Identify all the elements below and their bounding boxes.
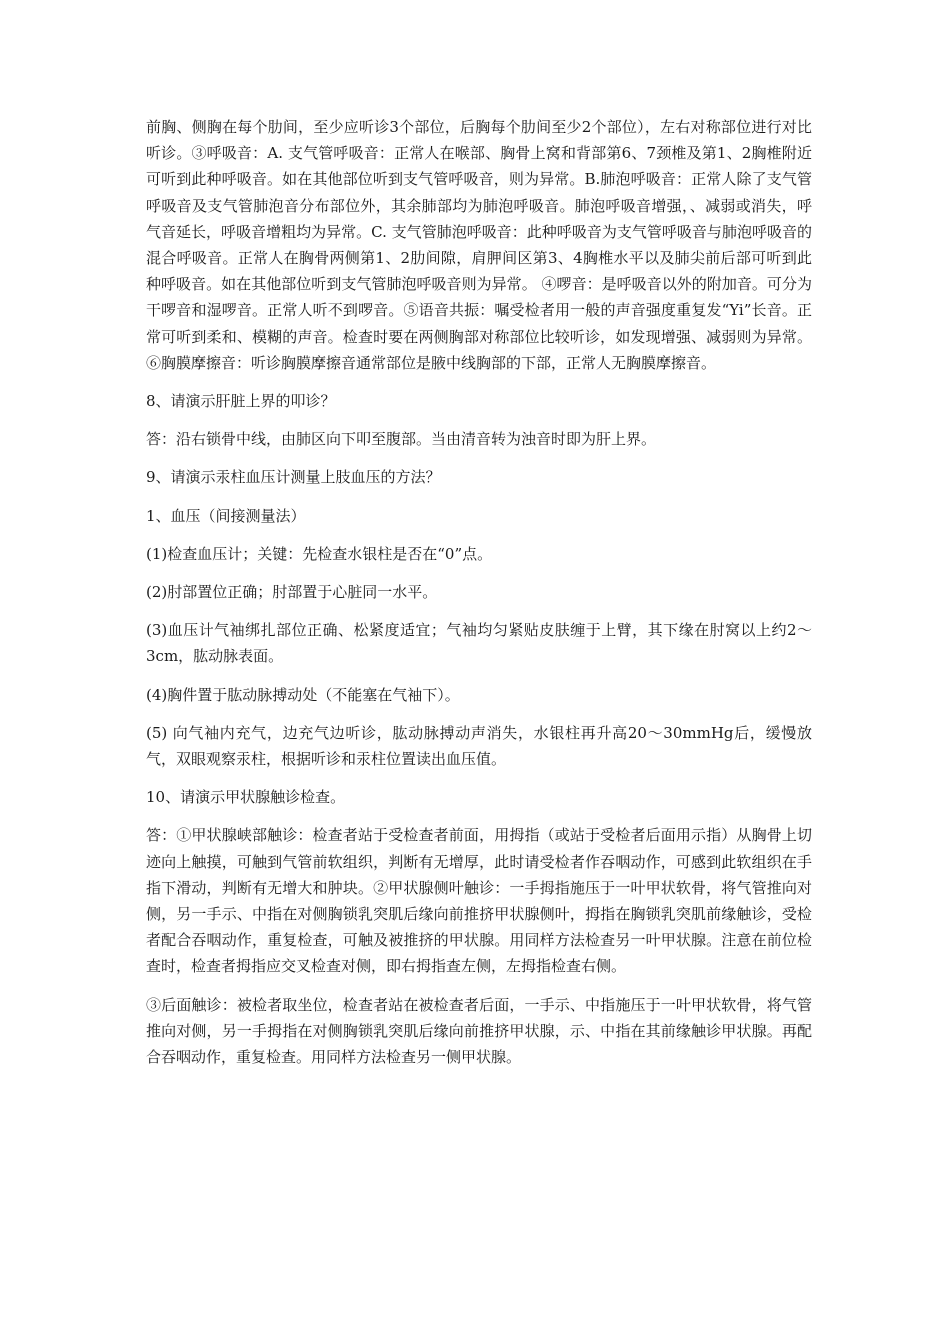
step-1: (1)检查血压计；关键：先检查水银柱是否在“0”点。 xyxy=(146,544,493,563)
paragraph-auscultation: 前胸、侧胸在每个肋间，至少应听诊3个部位，后胸每个肋间至少2个部位），左右对称部位进行对比听诊。③呼吸音：A. 支气管呼吸音：正常人在喉部、胸骨上窝和背部第6、7颈椎及第1、2胸椎附近可听到此种呼吸音。如在其他部位听到支气管呼吸音，则为异常。B.肺泡呼吸音：正常人除了支气管呼吸音及支气管肺泡音分布部位外，其余肺部均为肺泡呼吸音。肺泡呼吸音增强，、减弱或消失，呼气音延长，呼吸音增粗均为异常。C. 支气管肺泡呼吸音：此种呼吸音为支气管呼吸音与肺泡呼吸音的混合呼吸音。正常人在胸骨两侧第1、2肋间隙，肩胛间区第3、4胸椎水平以及肺尖前后部可听到此种呼吸音。如在其他部位听到支气管肺泡呼吸音则为异常。 ④啰音：是呼吸音以外的附加音。可分为干啰音和湿啰音。正常人听不到啰音。⑤语音共振：嘱受检者用一般的声音强度重复发“Yi”长音。正常可听到柔和、模糊的声音。检查时要在两侧胸部对称部位比较听诊，如发现增强、减弱则为异常。⑥胸膜摩擦音：听诊胸膜摩擦音通常部位是腋中线胸部的下部，正常人无胸膜摩擦音。 xyxy=(146,118,812,372)
answer-10-part-2: ③后面触诊：被检者取坐位，检查者站在被检查者后面，一手示、中指施压于一叶甲状软骨，将气管推向对侧，另一手拇指在对侧胸锁乳突肌后缘向前推挤甲状腺，示、中指在其前缘触诊甲状腺。再配合吞咽动作，重复检查。用同样方法检查另一侧甲状腺。 xyxy=(146,995,812,1067)
question-9: 9、请演示汞柱血压计测量上肢血压的方法？ xyxy=(146,468,441,487)
step-5: (5) 向气袖内充气，边充气边听诊，肱动脉搏动声消失，水银柱再升高20～30mmHg后，缓慢放气，双眼观察汞柱，根据听诊和汞柱位置读出血压值。 xyxy=(146,723,812,769)
answer-8: 答：沿右锁骨中线，由肺区向下叩至腹部。当由清音转为浊音时即为肝上界。 xyxy=(146,430,657,449)
question-10: 10、请演示甲状腺触诊检查。 xyxy=(146,788,346,807)
step-4: (4)胸件置于肱动脉搏动处（不能塞在气袖下）。 xyxy=(146,685,460,704)
answer-10-part-1: 答：①甲状腺峡部触诊：检查者站于受检查者前面，用拇指（或站于受检者后面用示指）从胸骨上切迹向上触摸，可触到气管前软组织，判断有无增厚，此时请受检者作吞咽动作，可感到此软组织在手指下滑动，判断有无增大和肿块。②甲状腺侧叶触诊：一手拇指施压于一叶甲状软骨，将气管推向对侧，另一手示、中指在对侧胸锁乳突肌后缘向前推挤甲状腺侧叶，拇指在胸锁乳突肌前缘触诊，受检者配合吞咽动作，重复检查，可触及被推挤的甲状腺。用同样方法检查另一叶甲状腺。注意在前位检查时，检查者拇指应交叉检查对侧，即右拇指查左侧，左拇指检查右侧。 xyxy=(146,826,812,976)
step-3: (3)血压计气袖绑扎部位正确、松紧度适宜；气袖均匀紧贴皮肤缠于上臂，其下缘在肘窝以上约2～3cm，肱动脉表面。 xyxy=(146,621,812,666)
question-8: 8、请演示肝脏上界的叩诊？ xyxy=(146,392,336,411)
step-2: (2)肘部置位正确；肘部置于心脏同一水平。 xyxy=(146,583,438,602)
section-blood-pressure: 1、血压（间接测量法） xyxy=(146,506,306,525)
document-body xyxy=(146,114,812,1082)
